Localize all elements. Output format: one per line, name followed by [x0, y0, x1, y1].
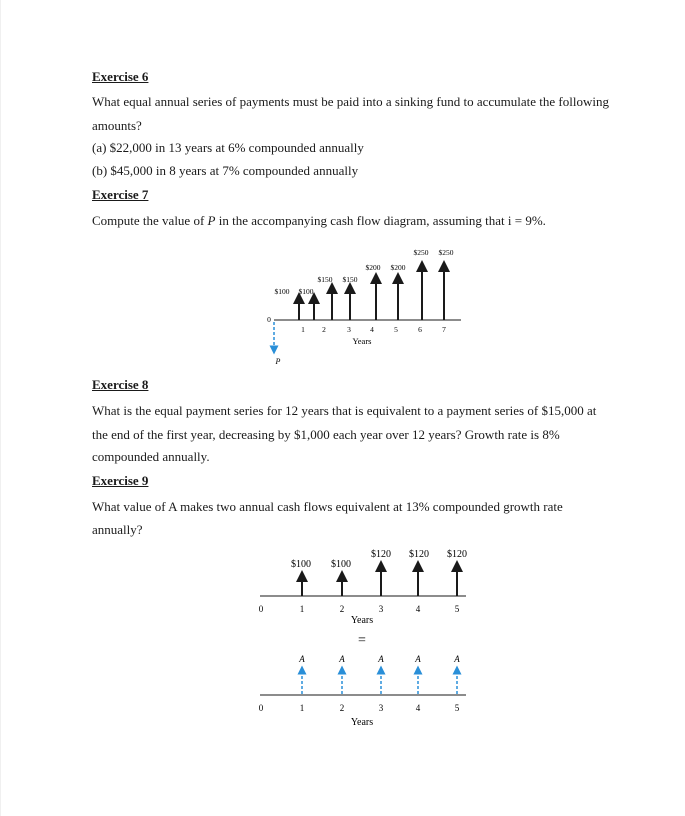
period-label: 5	[454, 604, 460, 614]
period-label: 1	[299, 703, 305, 713]
amount-label: $100	[274, 287, 290, 296]
period-label: 2	[322, 325, 326, 334]
period-label: 5	[394, 325, 398, 334]
exercise-8-line-3: compounded annually.	[92, 449, 210, 464]
period-label: 2	[339, 703, 345, 713]
amount-label: A	[378, 654, 384, 664]
period-label: 0	[258, 703, 264, 713]
period-label: 3	[378, 703, 384, 713]
exercise-8-heading: Exercise 8	[92, 377, 149, 392]
exercise-9-heading: Exercise 9	[92, 473, 149, 488]
period-label: 4	[370, 325, 374, 334]
period-label: 1	[299, 604, 305, 614]
amount-label: $100	[298, 287, 314, 296]
exercise-7-question	[92, 213, 546, 229]
exercise-7-text-suffix: in the accompanying cash flow diagram, assuming that i = 9%.	[215, 213, 546, 228]
exercise-6-line-2: amounts?	[92, 118, 142, 133]
period-label: 1	[301, 325, 305, 334]
exercise-6-heading: Exercise 6	[92, 69, 149, 84]
period-label: 7	[442, 325, 446, 334]
exercise-7-cash-flow-diagram	[256, 242, 476, 372]
amount-label: $100	[291, 559, 311, 570]
exercise-9-line-1: What value of A makes two annual cash flows equivalent at 13% compounded growth rate	[92, 499, 563, 514]
exercise-8-line-1: What is the equal payment series for 12 years that is equivalent to a payment series of $15,000 at	[92, 403, 597, 418]
equivalence-symbol: =	[358, 633, 366, 648]
period-label: 4	[415, 703, 421, 713]
exercise-6-line-1: What equal annual series of payments must be paid into a sinking fund to accumulate the following	[92, 94, 609, 109]
exercise-7-heading: Exercise 7	[92, 187, 149, 202]
amount-label: $200	[365, 263, 381, 272]
amount-label: $250	[413, 248, 429, 257]
period-label: 2	[339, 604, 345, 614]
exercise-6-part-a: (a) $22,000 in 13 years at 6% compounded annually	[92, 140, 364, 155]
exercise-6-part-b: (b) $45,000 in 8 years at 7% compounded annually	[92, 163, 359, 178]
amount-label: $200	[390, 263, 406, 272]
period-label: 0	[267, 315, 271, 324]
amount-label: A	[339, 654, 345, 664]
amount-label: $250	[438, 248, 454, 257]
exercise-7-variable-p: P	[207, 213, 216, 228]
period-label: 3	[347, 325, 351, 334]
period-label: 3	[378, 604, 384, 614]
amount-label: A	[454, 654, 460, 664]
exercise-8-line-2: the end of the first year, decreasing by $1,000 each year over 12 years? Growth rate is 8%	[92, 427, 560, 442]
period-label: 6	[418, 325, 422, 334]
amount-label: $150	[317, 275, 333, 284]
amount-label: $120	[409, 549, 429, 560]
amount-label: $150	[342, 275, 358, 284]
present-value-label: P	[275, 357, 281, 366]
exercise-9-line-2: annually?	[92, 522, 143, 537]
axis-title: Years	[350, 615, 374, 626]
amount-label: A	[299, 654, 305, 664]
exercise-9-cash-flow-diagrams	[246, 540, 486, 730]
period-label: 5	[454, 703, 460, 713]
amount-label: A	[415, 654, 421, 664]
axis-title: Years	[350, 717, 374, 728]
period-label: 4	[415, 604, 421, 614]
amount-label: $100	[331, 559, 351, 570]
axis-title: Years	[352, 336, 372, 346]
period-label: 0	[258, 604, 264, 614]
amount-label: $120	[447, 549, 467, 560]
exercise-7-text-prefix: Compute the value of	[92, 213, 208, 228]
amount-label: $120	[371, 549, 391, 560]
